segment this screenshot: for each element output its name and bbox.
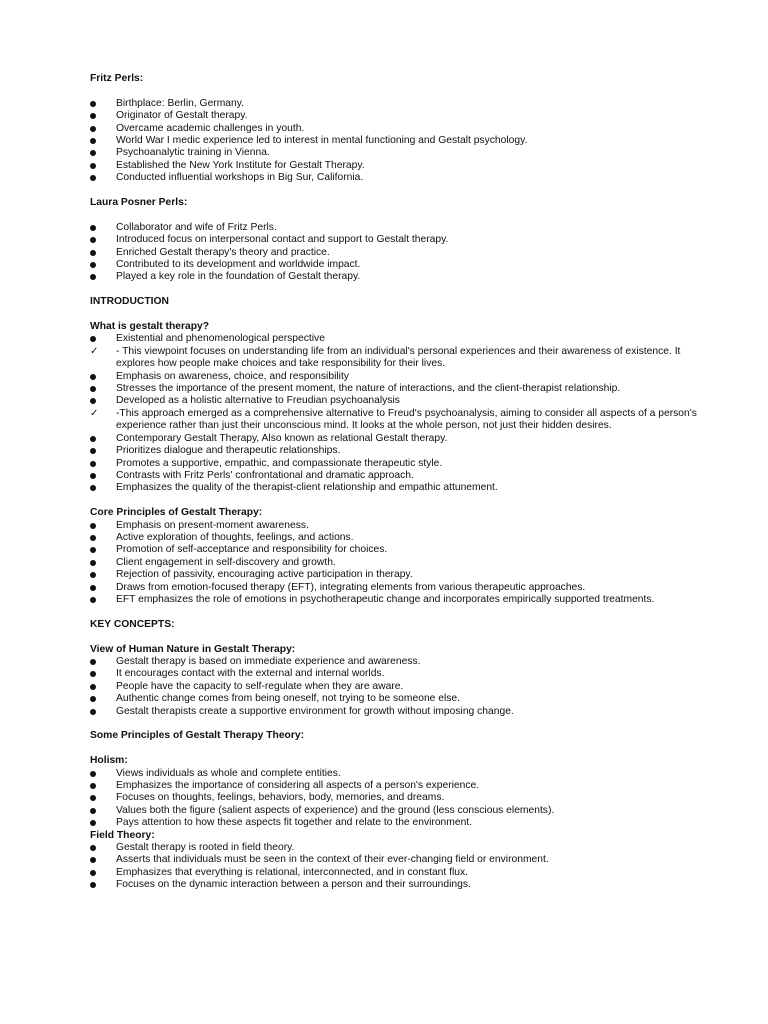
list-item-text: Existential and phenomenological perspective <box>116 333 325 345</box>
bullet-icon <box>90 333 102 342</box>
list-item-text: Established the New York Institute for Gestalt Therapy. <box>116 159 365 171</box>
section-heading: Core Principles of Gestalt Therapy: <box>90 507 263 519</box>
bullet-list <box>90 222 708 284</box>
list-item <box>90 681 708 693</box>
list-item <box>90 544 708 556</box>
list-item-text: Rejection of passivity, encouraging active participation in therapy. <box>116 569 413 581</box>
bullet-icon <box>90 693 102 702</box>
bullet-icon <box>90 867 102 876</box>
list-item <box>90 805 708 817</box>
bullet-icon <box>90 520 102 529</box>
bullet-list <box>90 768 708 830</box>
spacer <box>90 209 708 221</box>
list-item <box>90 792 708 804</box>
list-item-text: Developed as a holistic alternative to Freudian psychoanalysis <box>116 395 400 407</box>
list-item <box>90 854 708 866</box>
list-item <box>90 333 708 345</box>
section-heading: What is gestalt therapy? <box>90 321 210 333</box>
list-item <box>90 879 708 891</box>
bullet-icon <box>90 271 102 280</box>
bullet-icon <box>90 557 102 566</box>
list-item-text: Asserts that individuals must be seen in the context of their ever-changing field or environment. <box>116 854 549 866</box>
bullet-icon <box>90 247 102 256</box>
section-heading: Some Principles of Gestalt Therapy Theory: <box>90 730 305 742</box>
bullet-icon <box>90 433 102 442</box>
list-item <box>90 780 708 792</box>
list-item <box>90 346 708 371</box>
list-item-text: - This viewpoint focuses on understanding life from an individual's personal experiences and their awareness of existence. It explores how people make choices and take responsibility for their lives. <box>116 345 681 370</box>
bullet-icon <box>90 98 102 107</box>
bullet-icon <box>90 532 102 541</box>
list-item-text: Stresses the importance of the present moment, the nature of interactions, and the client-therapist relationship. <box>116 383 621 395</box>
bullet-icon <box>90 371 102 380</box>
list-item-text: Prioritizes dialogue and therapeutic relationships. <box>116 445 341 457</box>
list-item <box>90 160 708 172</box>
section-heading: Fritz Perls: <box>90 73 144 84</box>
list-item <box>90 482 708 494</box>
bullet-icon <box>90 445 102 454</box>
list-item-text: Gestalt therapists create a supportive environment for growth without imposing change. <box>116 705 514 717</box>
list-item <box>90 147 708 159</box>
bullet-icon <box>90 172 102 181</box>
list-item-text: Promotes a supportive, empathic, and compassionate therapeutic style. <box>116 457 443 469</box>
list-item-text: Conducted influential workshops in Big Sur, California. <box>116 172 364 184</box>
spacer <box>90 606 708 618</box>
bullet-icon <box>90 768 102 777</box>
list-item <box>90 594 708 606</box>
list-item <box>90 271 708 283</box>
list-item <box>90 433 708 445</box>
spacer <box>90 631 708 643</box>
list-item <box>90 532 708 544</box>
spacer <box>90 185 708 197</box>
list-item-text: Played a key role in the foundation of Gestalt therapy. <box>116 271 361 283</box>
bullet-icon <box>90 817 102 826</box>
section-heading: View of Human Nature in Gestalt Therapy: <box>90 643 296 655</box>
list-item-text: Introduced focus on interpersonal contact and support to Gestalt therapy. <box>116 234 449 246</box>
list-item <box>90 371 708 383</box>
checkmark-icon: ✓ <box>90 345 99 357</box>
list-item-text: EFT emphasizes the role of emotions in psychotherapeutic change and incorporates empirically supported treatments. <box>116 593 655 605</box>
list-item-text: Contemporary Gestalt Therapy, Also known as relational Gestalt therapy. <box>116 432 448 444</box>
bullet-icon <box>90 458 102 467</box>
list-item <box>90 582 708 594</box>
list-item-text: Active exploration of thoughts, feelings, and actions. <box>116 531 354 543</box>
list-item-text: People have the capacity to self-regulate when they are aware. <box>116 680 404 692</box>
list-item <box>90 445 708 457</box>
bullet-icon <box>90 160 102 169</box>
bullet-icon <box>90 395 102 404</box>
bullet-list <box>90 520 708 607</box>
checkmark-icon: ✓ <box>90 407 99 419</box>
list-item <box>90 259 708 271</box>
list-item <box>90 135 708 147</box>
list-item-text: Gestalt therapy is based on immediate experience and awareness. <box>116 655 421 667</box>
spacer <box>90 284 708 296</box>
spacer <box>90 718 708 730</box>
list-item-text: Emphasis on present-moment awareness. <box>116 519 309 531</box>
list-item-text: Contrasts with Fritz Perls' confrontational and dramatic approach. <box>116 469 414 481</box>
list-item-text: Contributed to its development and worldwide impact. <box>116 259 361 271</box>
list-item-text: Enriched Gestalt therapy's theory and practice. <box>116 246 330 258</box>
bullet-icon <box>90 594 102 603</box>
bullet-icon <box>90 470 102 479</box>
section-heading: INTRODUCTION <box>90 296 169 308</box>
section-heading: Field Theory: <box>90 829 155 841</box>
list-item <box>90 98 708 110</box>
list-item-text: World War I medic experience led to interest in mental functioning and Gestalt psychology. <box>116 135 528 147</box>
list-item <box>90 867 708 879</box>
bullet-icon <box>90 482 102 491</box>
bullet-icon <box>90 780 102 789</box>
bullet-icon <box>90 234 102 243</box>
list-item <box>90 470 708 482</box>
list-item-text: It encourages contact with the external and internal worlds. <box>116 668 385 680</box>
list-item-text: Pays attention to how these aspects fit together and relate to the environment. <box>116 817 473 829</box>
list-item <box>90 222 708 234</box>
bullet-icon <box>90 383 102 392</box>
list-item-text: Draws from emotion-focused therapy (EFT), integrating elements from various therapeutic approaches. <box>116 581 586 593</box>
list-item <box>90 569 708 581</box>
list-item-text: Authentic change comes from being oneself, not trying to be someone else. <box>116 693 461 705</box>
bullet-icon <box>90 854 102 863</box>
list-item-text: Client engagement in self-discovery and growth. <box>116 556 336 568</box>
bullet-list <box>90 842 708 892</box>
list-item-text: Focuses on the dynamic interaction between a person and their surroundings. <box>116 879 471 891</box>
list-item-text: Promotion of self-acceptance and responsibility for choices. <box>116 544 388 556</box>
bullet-icon <box>90 668 102 677</box>
list-item-text: Emphasizes the quality of the therapist-client relationship and empathic attunement. <box>116 482 498 494</box>
list-item <box>90 408 708 433</box>
bullet-icon <box>90 805 102 814</box>
bullet-icon <box>90 656 102 665</box>
list-item <box>90 247 708 259</box>
bullet-icon <box>90 792 102 801</box>
spacer <box>90 85 708 97</box>
list-item-text: Birthplace: Berlin, Germany. <box>116 97 244 109</box>
list-item <box>90 706 708 718</box>
list-item-text: Originator of Gestalt therapy. <box>116 110 248 122</box>
bullet-icon <box>90 706 102 715</box>
list-item <box>90 383 708 395</box>
section-heading: Laura Posner Perls: <box>90 197 188 209</box>
list-item <box>90 110 708 122</box>
list-item-text: Psychoanalytic training in Vienna. <box>116 147 270 159</box>
list-item-text: Focuses on thoughts, feelings, behaviors, body, memories, and dreams. <box>116 792 445 804</box>
bullet-icon <box>90 842 102 851</box>
bullet-icon <box>90 544 102 553</box>
bullet-icon <box>90 147 102 156</box>
bullet-icon <box>90 569 102 578</box>
list-item <box>90 557 708 569</box>
list-item <box>90 768 708 780</box>
bullet-list <box>90 98 708 185</box>
bullet-list <box>90 333 708 494</box>
bullet-icon <box>90 123 102 132</box>
list-item-text: Gestalt therapy is rooted in field theory. <box>116 842 295 854</box>
spacer <box>90 743 708 755</box>
list-item-text: Emphasizes the importance of considering all aspects of a person's experience. <box>116 780 480 791</box>
spacer <box>90 495 708 507</box>
list-item-text: Values both the figure (salient aspects of experience) and the ground (less conscious elements). <box>116 804 555 816</box>
bullet-icon <box>90 681 102 690</box>
list-item <box>90 668 708 680</box>
bullet-icon <box>90 135 102 144</box>
list-item <box>90 172 708 184</box>
list-item-text: -This approach emerged as a comprehensive alternative to Freud's psychoanalysis, aiming to consider all aspects of a person's experience rather than just their unconscious mind. It looks at the whole person, not just their hidden desires. <box>116 407 697 432</box>
section-heading: KEY CONCEPTS: <box>90 618 175 630</box>
list-item <box>90 458 708 470</box>
list-item <box>90 234 708 246</box>
list-item <box>90 123 708 135</box>
list-item-text: Views individuals as whole and complete entities. <box>116 767 341 779</box>
bullet-icon <box>90 582 102 591</box>
list-item <box>90 520 708 532</box>
bullet-icon <box>90 222 102 231</box>
section-heading: Holism: <box>90 755 128 767</box>
list-item-text: Collaborator and wife of Fritz Perls. <box>116 221 277 233</box>
list-item <box>90 842 708 854</box>
list-item-text: Emphasis on awareness, choice, and responsibility <box>116 370 349 382</box>
list-item <box>90 693 708 705</box>
list-item <box>90 395 708 407</box>
spacer <box>90 309 708 321</box>
bullet-icon <box>90 110 102 119</box>
list-item-text: Emphasizes that everything is relational, interconnected, and in constant flux. <box>116 866 469 878</box>
bullet-icon <box>90 879 102 888</box>
bullet-list <box>90 656 708 718</box>
list-item <box>90 817 708 829</box>
bullet-icon <box>90 259 102 268</box>
list-item-text: Overcame academic challenges in youth. <box>116 122 305 134</box>
list-item <box>90 656 708 668</box>
